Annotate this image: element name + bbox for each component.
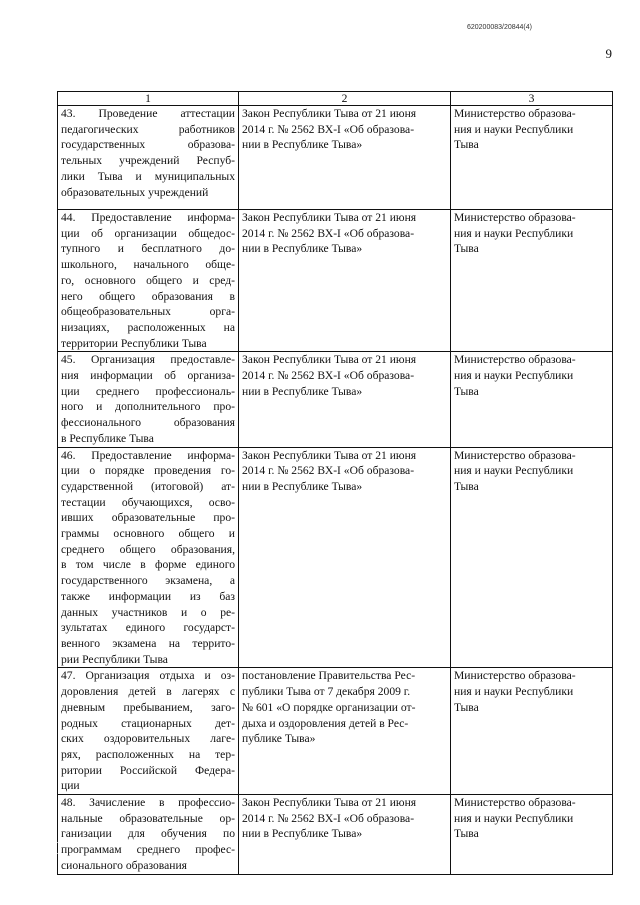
legal-basis-line: публике Тыва» <box>242 732 316 746</box>
legal-basis-line: № 601 «О порядке организации от- <box>242 700 416 714</box>
responsible-body-line: ния и науки Республики <box>454 811 574 825</box>
legal-basis-line: 2014 г. № 2562 ВХ-I «Об образова- <box>242 464 415 478</box>
service-description-line: программам среднего профес- <box>61 843 235 857</box>
service-description-line: низациях, расположенных на <box>61 320 235 334</box>
legal-basis-line: публики Тыва от 7 декабря 2009 г. <box>242 685 411 699</box>
service-description-cell <box>58 668 239 795</box>
service-description-line: школьного, начального обще- <box>61 258 235 272</box>
service-description-line: государственного экзамена, а <box>61 574 235 588</box>
service-description-line: зультатах единого государст- <box>61 621 235 635</box>
document-id: 620200083/20844(4) <box>466 24 532 31</box>
service-description-line: также информации из баз <box>61 589 235 603</box>
service-description-line: сударственной (итоговой) ат- <box>61 479 235 493</box>
responsible-body-cell <box>451 210 613 352</box>
responsible-body-line: Тыва <box>454 827 479 841</box>
service-description-line: 48. Зачисление в профессио- <box>61 796 235 810</box>
service-description-line: рии Республики Тыва <box>61 652 168 666</box>
legal-basis-cell <box>239 668 451 795</box>
responsible-body-line: Тыва <box>454 138 479 152</box>
service-description-line: лики Тыва и муниципальных <box>61 169 235 183</box>
responsible-body-line: ния и науки Республики <box>454 226 574 240</box>
service-description-line: дневным пребыванием, заго- <box>61 700 235 714</box>
service-description-cell <box>58 352 239 447</box>
legal-basis-line: 2014 г. № 2562 ВХ-I «Об образова- <box>242 811 415 825</box>
responsible-body-line: Министерство образова- <box>454 353 576 367</box>
responsible-body-line: ния и науки Республики <box>454 122 574 136</box>
service-description-line: педагогических работников <box>61 122 235 136</box>
legal-basis-line: постановление Правительства Рес- <box>242 669 416 683</box>
service-description-line: доровления детей в лагерях с <box>61 685 235 699</box>
legal-basis-cell <box>239 795 451 875</box>
service-description-line: 46. Предоставление информа- <box>61 448 235 462</box>
service-description-cell <box>58 210 239 352</box>
service-description-line: государственных образова- <box>61 138 235 152</box>
legal-basis-line: Закон Республики Тыва от 21 июня <box>242 211 417 224</box>
table-row <box>58 668 613 795</box>
legal-basis-line: нии в Республике Тыва» <box>242 479 363 493</box>
responsible-body-line: ния и науки Республики <box>454 685 574 699</box>
responsible-body-line: Тыва <box>454 384 479 398</box>
responsible-body-line: Министерство образова- <box>454 107 576 120</box>
service-description-line: 43. Проведение аттестации <box>61 107 235 120</box>
legal-basis-line: нии в Республике Тыва» <box>242 242 363 256</box>
legal-basis-line: нии в Республике Тыва» <box>242 827 363 841</box>
table-row <box>58 210 613 352</box>
service-description-line: 47. Организация отдыха и оз- <box>61 669 235 683</box>
service-description-line: ции об организации общедос- <box>61 226 235 240</box>
service-description-line: общеобразовательных орга- <box>61 305 235 319</box>
service-description-line: территории Республики Тыва <box>61 336 207 350</box>
service-description-line: в том числе в форме единого <box>61 558 235 572</box>
service-description-line: тестации обучающихся, осво- <box>61 495 235 509</box>
table-header-row <box>58 92 613 106</box>
table-header <box>58 92 613 106</box>
service-description-line: ивших образовательные про- <box>61 511 235 525</box>
legal-basis-cell <box>239 352 451 447</box>
table-body <box>58 106 613 875</box>
legal-basis-line: Закон Республики Тыва от 21 июня <box>242 796 417 810</box>
table-row <box>58 106 613 210</box>
service-description-cell <box>58 106 239 210</box>
service-description-line: родных стационарных дет- <box>61 716 235 730</box>
column-number-2: 2 <box>239 92 451 106</box>
responsible-body-line: Министерство образова- <box>454 669 576 683</box>
responsible-body-cell <box>451 447 613 668</box>
service-description-line: ритории Российской Федера- <box>61 763 235 777</box>
service-description-line: тупного и бесплатного до- <box>61 242 235 256</box>
responsible-body-line: Министерство образова- <box>454 796 576 810</box>
responsible-body-cell <box>451 106 613 210</box>
legal-basis-cell <box>239 106 451 210</box>
legal-basis-line: Закон Республики Тыва от 21 июня <box>242 353 417 367</box>
legal-basis-line: 2014 г. № 2562 ВХ-I «Об образова- <box>242 122 415 136</box>
service-description-line: го, основного общего и сред- <box>61 273 235 287</box>
services-table <box>57 91 613 875</box>
legal-basis-cell <box>239 210 451 352</box>
service-description-line: рях, расположенных на тер- <box>61 747 235 761</box>
legal-basis-cell <box>239 447 451 668</box>
service-description-line: в Республике Тыва <box>61 431 154 445</box>
service-description-cell <box>58 795 239 875</box>
table-row <box>58 795 613 875</box>
service-description-line: данных участников и о ре- <box>61 605 235 619</box>
service-description-line: тельных учреждений Респуб- <box>61 154 235 168</box>
table-row <box>58 447 613 668</box>
service-description-line: ции о порядке проведения го- <box>61 464 235 478</box>
column-number-3: 3 <box>451 92 613 106</box>
service-description-line: него общего образования в <box>61 289 235 303</box>
service-description-line: среднего общего образования, <box>61 542 235 556</box>
legal-basis-line: нии в Республике Тыва» <box>242 138 363 152</box>
service-description-line: образовательных учреждений <box>61 185 209 199</box>
legal-basis-line: дыха и оздоровления детей в Рес- <box>242 716 409 730</box>
page-number: 9 <box>605 46 612 61</box>
responsible-body-line: ния и науки Республики <box>454 369 574 383</box>
responsible-body-cell <box>451 352 613 447</box>
service-description-line: ганизации для обучения по <box>61 827 235 841</box>
service-description-line: 45. Организация предоставле- <box>61 353 235 367</box>
legal-basis-line: Закон Республики Тыва от 21 июня <box>242 107 417 120</box>
table-row <box>58 352 613 447</box>
responsible-body-line: Тыва <box>454 479 479 493</box>
scan-artifact <box>57 853 58 854</box>
service-description-line: фессионального образования <box>61 416 235 430</box>
service-description-line: 44. Предоставление информа- <box>61 211 235 224</box>
scan-artifact <box>57 842 58 843</box>
service-description-line: граммы основного общего и <box>61 527 235 541</box>
service-description-line: ских оздоровительных лагe- <box>61 732 235 746</box>
legal-basis-line: 2014 г. № 2562 ВХ-I «Об образова- <box>242 369 415 383</box>
service-description-line: сионального образования <box>61 858 187 872</box>
responsible-body-line: ния и науки Республики <box>454 464 574 478</box>
responsible-body-line: Тыва <box>454 700 479 714</box>
responsible-body-line: Министерство образова- <box>454 448 576 462</box>
responsible-body-cell <box>451 795 613 875</box>
responsible-body-line: Тыва <box>454 242 479 256</box>
legal-basis-line: 2014 г. № 2562 ВХ-I «Об образова- <box>242 226 415 240</box>
service-description-line: ции <box>61 779 80 793</box>
service-description-line: ния информации об организа- <box>61 369 235 383</box>
legal-basis-line: нии в Республике Тыва» <box>242 384 363 398</box>
service-description-line: венного экзамена на террито- <box>61 636 235 650</box>
legal-basis-line: Закон Республики Тыва от 21 июня <box>242 448 417 462</box>
responsible-body-cell <box>451 668 613 795</box>
column-number-1: 1 <box>58 92 239 106</box>
service-description-line: нальные образовательные ор- <box>61 811 235 825</box>
responsible-body-line: Министерство образова- <box>454 211 576 224</box>
service-description-cell <box>58 447 239 668</box>
service-description-line: ции среднего профессиональ- <box>61 384 235 398</box>
service-description-line: ного и дополнительного про- <box>61 400 235 414</box>
